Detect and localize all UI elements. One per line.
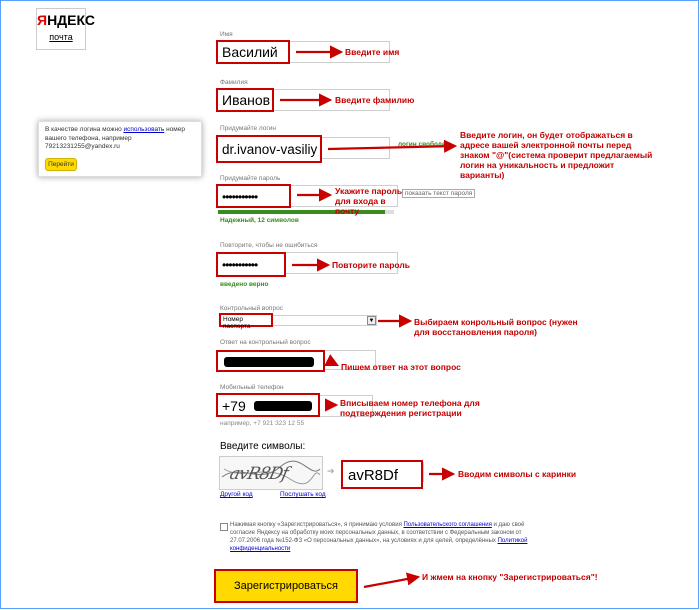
arrow-answer: [331, 362, 337, 365]
annotation-captcha: Вводим символы с каринки: [458, 469, 577, 479]
security-answer-label: Ответ на контрольный вопрос: [220, 339, 311, 346]
captcha-distorted-text: avR8Df: [227, 464, 290, 484]
annotation-repeat: Повторите пароль: [332, 260, 410, 270]
annotation-password: Укажите пароль для входа в почту: [335, 186, 403, 216]
login-hint-popup: В качестве логина можно использовать номер вашего телефона, например 79213231255@yandex.ru Перейти: [38, 121, 202, 177]
captcha-title: Введите символы:: [220, 441, 306, 452]
arrow-login: [328, 146, 455, 149]
privacy-policy-link[interactable]: Политикой конфиденциальности: [230, 538, 528, 552]
phone-input[interactable]: +79: [216, 393, 320, 417]
annotation-login: Введите логин, он будет отображаться в адресе вашей электронной почты перед знаком "@"(система проверит предлагаемый логин на уникальность и предложит варианты): [460, 130, 653, 180]
annotation-answer: Пишем ответ на этот вопрос: [341, 362, 461, 372]
listen-code-link[interactable]: Послушать код: [280, 491, 326, 498]
login-label: Придумайте логин: [220, 125, 276, 132]
security-question-select[interactable]: Номер паспорта: [219, 313, 273, 327]
last-name-label: Фамилия: [220, 79, 248, 86]
annotation-question: Выбираем конрольный вопрос (нужен для восстановления пароля): [414, 317, 578, 337]
annotation-phone: Вписываем номер телефона для подтверждения регистрации: [340, 398, 480, 418]
go-button[interactable]: Перейти: [45, 158, 77, 171]
password-input[interactable]: •••••••••••: [216, 184, 291, 208]
phone-example: 79213231255@yandex.ru: [45, 143, 120, 150]
annotation-surname: Введите фамилию: [335, 95, 415, 105]
first-name-label: Имя: [220, 31, 233, 38]
password-label: Придумайте пароль: [220, 175, 281, 182]
show-password-link[interactable]: показать текст пароля: [402, 189, 475, 198]
security-question-label: Контрольный вопрос: [220, 305, 283, 312]
first-name-input[interactable]: Василий: [216, 40, 290, 64]
register-button[interactable]: Зарегистрироваться: [214, 569, 358, 603]
agreement-text: Нажимая кнопку «Зарегистрироваться», я принимаю условия Пользовательского соглашения и даю своё согласие Яндексу на обработку моих персональных данных, в соответствии с Федеральным законом от 27.07.2006 года №152-ФЗ «О персональных данных», на условиях и для целей, определённых Политикой конфиденциальности: [230, 522, 528, 552]
login-input[interactable]: dr.ivanov-vasiliy: [216, 135, 322, 163]
logo-wordmark: ЯНДЕКС: [37, 12, 95, 28]
login-available-status: логин свободен: [398, 141, 450, 148]
password-repeat-label: Повторите, чтобы не ошибиться: [220, 242, 318, 249]
dropdown-arrow-icon[interactable]: ▼: [368, 318, 375, 324]
logo-service-link[interactable]: почта: [49, 32, 73, 42]
password-match-status: введено верно: [220, 281, 269, 288]
password-strength-text: Надежный, 12 символов: [220, 217, 299, 224]
arrow-register: [364, 577, 418, 587]
phone-label: Мобильный телефон: [220, 384, 284, 391]
captcha-input[interactable]: avR8Df: [341, 460, 423, 489]
other-code-link[interactable]: Другой код: [220, 491, 253, 498]
use-phone-link[interactable]: использовать: [123, 126, 165, 133]
annotation-name: Введите имя: [345, 47, 400, 57]
captcha-arrow-icon: ➔: [327, 466, 335, 476]
password-repeat-input[interactable]: •••••••••••: [216, 252, 286, 277]
phone-example-text: например, +7 921 323 12 55: [220, 420, 305, 427]
annotation-register: И жмем на кнопку "Зарегистрироваться"!: [422, 572, 598, 582]
user-agreement-link[interactable]: Пользовательского соглашения: [403, 522, 492, 528]
last-name-input[interactable]: Иванов: [216, 88, 274, 112]
